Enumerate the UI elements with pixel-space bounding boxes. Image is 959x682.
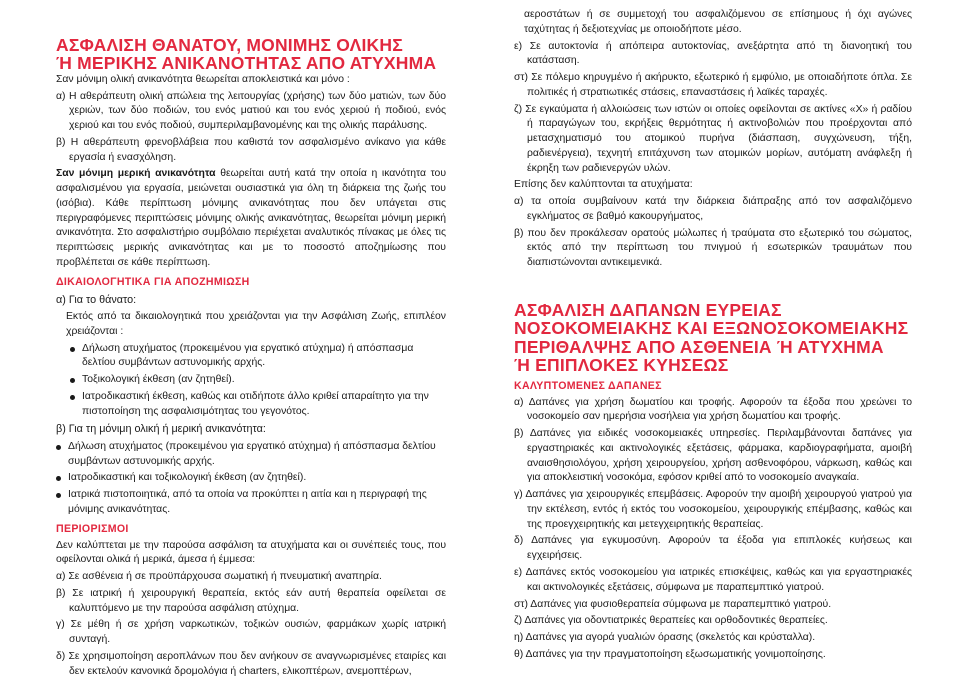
limitation-item: δ) Σε χρησιμοποίηση αεροπλάνων που δεν ανήκουν σε αναγνωρισμένες εταιρίες και δεν εκτελούν κανονικά δρομολόγια ή charters, ελικοπτέρων, ανεμοπτέρων,: [56, 650, 446, 677]
heading-line: Ή ΕΠΙΠΛΟΚΕΣ ΚΥΗΣΕΩΣ: [514, 355, 729, 376]
item-b: β) Η αθεράπευτη φρενοβλάβεια που καθιστά τον ασφαλισμένο ανίκανο για κάθε εργασία ή ενασχόληση.: [56, 136, 446, 163]
exclusion-item: β) που δεν προκάλεσαν ορατούς μώλωπες ή τραύματα στο εξωτερικό του σώματος, εκτός από την περίπτωση του πνιγμού ή εσωτερικών τραυμάτων που διαπιστώνονται αντικειμενικά.: [514, 227, 912, 269]
list-item: Ιατροδικαστική έκθεση, καθώς και οτιδήποτε άλλο κριθεί απαραίτητο για την πιστοποίηση της ασφαλισιμότητας του γεγονότος.: [70, 390, 446, 420]
covered-item: α) Δαπάνες για χρήση δωματίου και τροφής. Αφορούν τα έξοδα που χρεώνει το νοσοκομείο σαν ημερήσια νοσήλεια για χρήση δωματίου και τροφής.: [514, 396, 912, 423]
limitation-continuation: αεροστάτων ή σε συμμετοχή του ασφαλιζόμενου σε επίσημους ή όχι αγώνες ταχύτητας ή δεξιοτεχνίας με οποιοδήποτε μέσο.: [524, 9, 912, 35]
heading-line: ΑΣΦΑΛΙΣΗ ΘΑΝΑΤΟΥ, ΜΟΝΙΜΗΣ ΟΛΙΚΗΣ: [56, 35, 403, 55]
documents-heading: ΔΙΚΑΙΟΛΟΓΗΤΙΚΑ ΓΙΑ ΑΠΟΖΗΜΙΩΣΗ: [56, 275, 250, 288]
right-column: [514, 8, 912, 665]
left-column: [56, 36, 446, 682]
death-intro: Εκτός από τα δικαιολογητικά που χρειάζονται για την Ασφάλιση Ζωής, επιπλέον χρειάζονται :: [66, 311, 446, 337]
exclusion-item: α) τα οποία συμβαίνουν κατά την διάρκεια διάπραξης από τον ασφαλιζόμενο εγκλήματος σε βαθμό κακουργήματος,: [514, 196, 912, 222]
spacer: [514, 273, 912, 301]
medical-expenses-heading: [514, 301, 912, 375]
partial-disability-paragraph: [56, 167, 446, 270]
limitation-item: ζ) Σε εγκαύματα ή αλλοιώσεις των ιστών οι οποίες οφείλονται σε ακτίνες «Χ» ή ραδίου ή παραγώγων του, εκρήξεις θερμότητας ή ακτινοβολιών που προέρχονται από μετασχηματισμό του ατομικού πυρήνα (διάσπαση, συγχώνευση, τήξη, ραδιενέργεια), τεχνητή επιτάχυνση των ατομικών μορίων, αυτόματη ανάφλεξη ή έκρηξη των ραδιενεργών υλών.: [514, 103, 912, 174]
limitation-item: γ) Σε μέθη ή σε χρήση ναρκωτικών, τοξικών ουσιών, φαρμάκων χωρίς ιατρική συνταγή.: [56, 619, 446, 646]
list-item: Τοξικολογική έκθεση (αν ζητηθεί).: [70, 373, 446, 388]
death-disability-heading: [56, 36, 446, 73]
death-bullets: [56, 342, 446, 420]
heading-line: ΠΕΡΙΘΑΛΨΗΣ ΑΠΟ ΑΣΘΕΝΕΙΑ Ή ΑΤΥΧΗΜΑ: [514, 336, 884, 357]
covered-expenses-heading: ΚΑΛΥΠΤΟΜΕΝΕΣ ΔΑΠΑΝΕΣ: [514, 379, 662, 392]
limitation-item: ε) Σε αυτοκτονία ή απόπειρα αυτοκτονίας, ανεξάρτητα από τη διανοητική του κατάσταση.: [514, 40, 912, 67]
list-item: Ιατρικά πιστοποιητικά, από τα οποία να προκύπτει η αιτία και η περιγραφή της μόνιμης ανικανότητας.: [56, 488, 446, 518]
limitations-intro: Δεν καλύπτεται με την παρούσα ασφάλιση τα ατυχήματα και οι συνέπειές τους, που οφείλονται ολικά ή μερικά, άμεσα ή έμμεσα:: [56, 539, 446, 566]
limitation-item: στ) Σε πόλεμο κηρυγμένο ή ακήρυκτο, εξωτερικό ή εμφύλιο, με οποιαδήποτε όπλα. Σε πολιτικές ή στρατιωτικές στάσεις, επαναστάσεις ή λαϊκές ταραχές.: [514, 72, 912, 98]
partial-bold: Σαν μόνιμη μερική ανικανότητα: [56, 168, 216, 180]
covered-item: δ) Δαπάνες για εγκυμοσύνη. Αφορούν τα έξοδα για επιπλοκές κυήσεως και εγχειρήσεις.: [514, 535, 912, 562]
covered-item: η) Δαπάνες για αγορά γυαλιών όρασης (σκελετός και κρύσταλλα).: [514, 632, 816, 644]
intro-text: Σαν μόνιμη ολική ανικανότητα θεωρείται αποκλειστικά και μόνο :: [56, 73, 350, 85]
limitation-item: β) Σε ιατρική ή χειρουργική θεραπεία, εκτός εάν αυτή θεραπεία οφείλεται σε καλυπτόμενο με την παρούσα ασφάλιση ατύχημα.: [56, 587, 446, 614]
limitation-item: α) Σε ασθένεια ή σε προϋπάρχουσα σωματική ή πνευματική αναπηρία.: [56, 571, 382, 583]
covered-item: β) Δαπάνες για ειδικές νοσοκομειακές υπηρεσίες. Περιλαμβάνονται δαπάνες για εργαστηριακές και ακτινολογικές εξετάσεις, φάρμακα, καρδιογραφήματα, αμοιβή αναισθησιολόγου, χρήση χειρουργείου, χρήση ασθενοφόρου, νάρκωση, καθώς και για αποκλειστική νοσοκόμα, εφόσον κριθεί από το νοσοκομείο αναγκαία.: [514, 428, 912, 484]
death-title: α) Για το θάνατο:: [56, 293, 137, 306]
list-item: Δήλωση ατυχήματος (προκειμένου για εργατικό ατύχημα) ή απόσπασμα δελτίου συμβάντων αστυνομικής αρχής.: [70, 342, 446, 372]
disability-title: β) Για τη μόνιμη ολική ή μερική ανικανότητα:: [56, 423, 266, 436]
item-a: α) Η αθεράπευτη ολική απώλεια της λειτουργίας (χρήσης) των δύο ματιών, των δύο χεριών, των δύο ποδιών, του ενός ματιού και του ενός χεριού ή ποδιού, ενός χεριού και του ενός ποδιού, συμπεριλαμβανομένης και της ολικής παράλυσης.: [56, 90, 446, 132]
partial-rest: θεωρείται αυτή κατά την οποία η ικανότητα του ασφαλισμένου για εργασία, μειώνεται ουσιαστικά για όλη τη διάρκεια της ζωής του (ισόβια). Κάθε περίπτωση μόνιμης ανικανότητας που δεν υπάγεται στις περιγραφόμενες περιπτώσεις μόνιμης ολικής ανικανότητας, θεωρείται μόνιμη μερική ανικανότητα. Στο ασφαλιστήριο συμβόλαιο περιέχεται αναλυτικός πίνακας με όλες τις περιπτώσεις μερικής ανικανότητας και με το ποσοστό αποζημίωσης που προβλέπεται σε κάθε περίπτωση.: [56, 168, 447, 268]
list-item: Ιατροδικαστική και τοξικολογική έκθεση (αν ζητηθεί).: [56, 471, 446, 486]
list-item: Δήλωση ατυχήματος (προκειμένου για εργατικό ατύχημα) ή απόσπασμα δελτίου συμβάντων αστυνομικής αρχής.: [56, 440, 446, 470]
heading-line: ΝΟΣΟΚΟΜΕΙΑΚΗΣ ΚΑΙ ΕΞΩΝΟΣΟΚΟΜΕΙΑΚΗΣ: [514, 318, 909, 339]
covered-item: ε) Δαπάνες εκτός νοσοκομείου για ιατρικές επισκέψεις, καθώς και για εργαστηριακές και ακτινολογικές εξετάσεις, σύμφωνα με παραπεμπτικό γιατρού.: [514, 566, 912, 593]
covered-item: ζ) Δαπάνες για οδοντιατρικές θεραπείες και ορθοδοντικές θεραπείες.: [514, 615, 828, 627]
heading-line: ΑΣΦΑΛΙΣΗ ΔΑΠΑΝΩΝ ΕΥΡΕΙΑΣ: [514, 300, 782, 321]
limitations-heading: ΠΕΡΙΟΡΙΣΜΟΙ: [56, 522, 129, 535]
extra-exclusions-intro: Επίσης δεν καλύπτονται τα ατυχήματα:: [514, 179, 693, 191]
covered-item: θ) Δαπάνες για την πραγματοποίηση εξωσωματικής γονιμοποίησης.: [514, 648, 826, 660]
heading-line: Ή ΜΕΡΙΚΗΣ ΑΝΙΚΑΝΟΤΗΤΑΣ ΑΠΟ ΑΤΥΧΗΜΑ: [56, 53, 437, 74]
disability-bullets: [56, 440, 446, 518]
covered-item: γ) Δαπάνες για χειρουργικές επεμβάσεις. Αφορούν την αμοιβή χειρουργού γιατρού για την εκτέλεση, εντός ή εκτός του νοσοκομείου, χειρουργικής επέμβασης, καθώς και της προεγχειρητικής και μετεγχειρητικής θεραπείας.: [514, 489, 912, 530]
covered-item: στ) Δαπάνες για φυσιοθεραπεία σύμφωνα με παραπεμπτικό γιατρού.: [514, 598, 832, 610]
